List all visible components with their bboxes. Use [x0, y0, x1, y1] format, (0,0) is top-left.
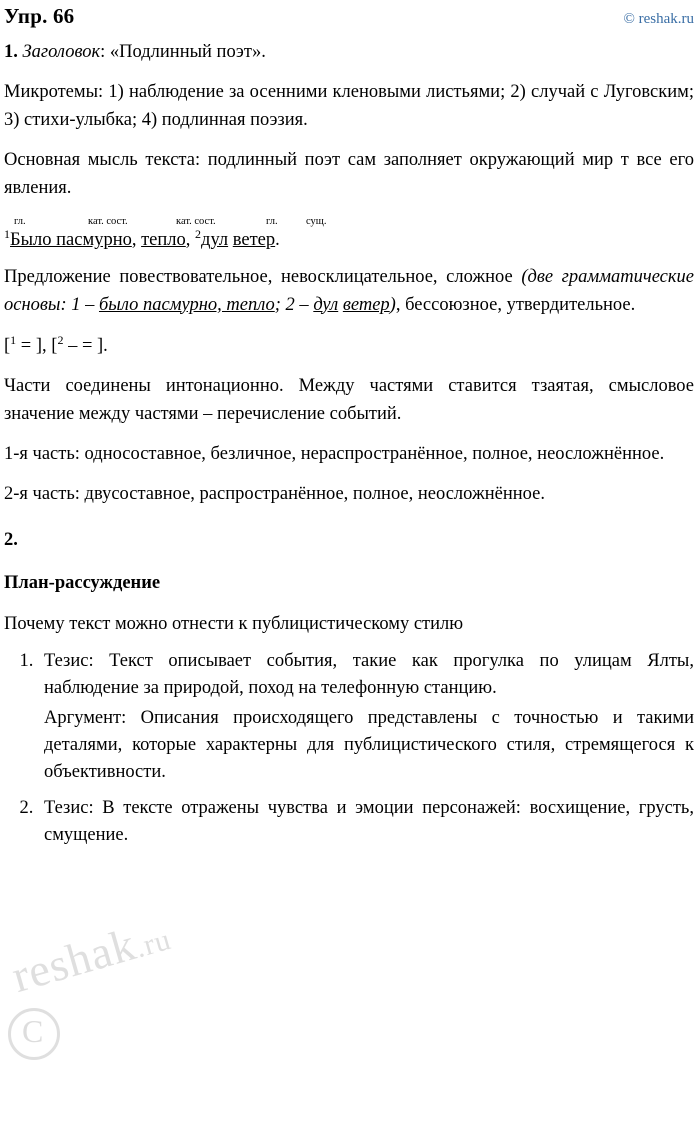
annotated-sentence-block: [4, 216, 694, 251]
sep-2: ,: [185, 229, 196, 250]
annotated-sentence: [4, 226, 694, 251]
predicate-2: тепло: [141, 229, 186, 250]
scheme-mid-1: = ], [: [16, 335, 58, 356]
pos-label-4: гл.: [266, 215, 278, 227]
plan-question: Почему текст можно отнести к публицистическому стилю: [4, 613, 464, 634]
list-item: [38, 795, 694, 850]
page-header: [0, 0, 700, 29]
watermark-circle-icon: [8, 1008, 60, 1060]
plan-item-1-thesis: Тезис: Текст описывает события, такие как прогулка по улицам Ялты, наблюдение за природой, поход на телефонную станцию.: [44, 650, 694, 699]
scheme-mid-2: – = ].: [63, 335, 108, 356]
plan-title: План-рассуждение: [4, 573, 161, 594]
item-2-number: 2.: [4, 529, 18, 550]
microthemes-paragraph: Микротемы: 1) наблюдение за осенними кленовыми листьями; 2) случай с Луговским; 3) стихи-улыбка; 4) подлинная поэзия.: [4, 82, 694, 130]
part-of-speech-labels: [4, 216, 694, 230]
predicate-3: дул: [201, 229, 229, 250]
analysis-part-2: , бессоюзное, утвердительное.: [395, 294, 636, 315]
main-idea-paragraph: Основная мысль текста: подлинный поэт сам заполняет окружающий мир т все его явления.: [4, 150, 694, 198]
sentence-end: .: [275, 229, 280, 250]
clause-marker-2: 2: [195, 226, 202, 241]
parts-connection-paragraph: Части соединены интонационно. Между частями ставится тзаятая, смысловое значение между частями – перечисление событий.: [4, 376, 694, 424]
analysis-italic-3: ): [389, 294, 396, 315]
clause-marker-1: 1: [4, 226, 10, 241]
watermark-text: [6, 907, 176, 1002]
pos-label-5: сущ.: [306, 215, 327, 227]
analysis-italic-2: ; 2 –: [274, 294, 314, 315]
scheme-sup-1: 1: [10, 332, 17, 347]
part-2-analysis: 2-я часть: двусоставное, распространённое, полное, неосложнённое.: [4, 484, 545, 505]
sentence-scheme: [4, 333, 694, 360]
sep-1: ,: [131, 229, 142, 250]
part-1-analysis: 1-я часть: односоставное, безличное, нераспространённое, полное, неосложнённое.: [4, 444, 665, 465]
predicate-1: Было пасмурно: [10, 229, 132, 250]
analysis-italic-1: (две грамматические основы: 1 –: [4, 267, 694, 315]
plan-list: [4, 648, 694, 850]
item-1-term: Заголовок: [22, 42, 101, 62]
list-item: [38, 648, 694, 787]
item-1-heading: [4, 39, 694, 66]
analysis-part-1: Предложение повествовательное, невосклицательное, сложное: [4, 267, 522, 288]
pos-label-1: гл.: [14, 215, 26, 227]
analysis-base-2a: дул: [313, 294, 339, 315]
subject-1: ветер: [232, 229, 276, 250]
plan-item-1-argument: Аргумент: Описания происходящего представлены с точностью и такими деталями, которые характерны для публицистического стиля, стремящегося к объективности.: [44, 707, 694, 783]
watermark-label: reshak: [6, 918, 142, 1002]
analysis-base-2b: ветер: [342, 294, 390, 315]
scheme-open-1: [: [4, 335, 11, 356]
item-1-rest: : «Подлинный поэт».: [100, 42, 266, 62]
pos-label-2: кат. сост.: [88, 215, 128, 227]
document-content: [0, 39, 700, 870]
scheme-sup-2: 2: [57, 332, 64, 347]
item-1-number: 1.: [4, 42, 18, 62]
sentence-analysis-paragraph: [4, 264, 694, 319]
plan-item-2-thesis: Тезис: В тексте отражены чувства и эмоции персонажей: восхищение, грусть, смущение.: [44, 797, 694, 846]
pos-label-3: кат. сост.: [176, 215, 216, 227]
analysis-base-1: было пасмурно, тепло: [98, 294, 275, 315]
watermark-suffix: .ru: [131, 922, 175, 965]
site-copyright: © reshak.ru: [623, 11, 694, 27]
exercise-title: Упр. 66: [4, 4, 75, 28]
